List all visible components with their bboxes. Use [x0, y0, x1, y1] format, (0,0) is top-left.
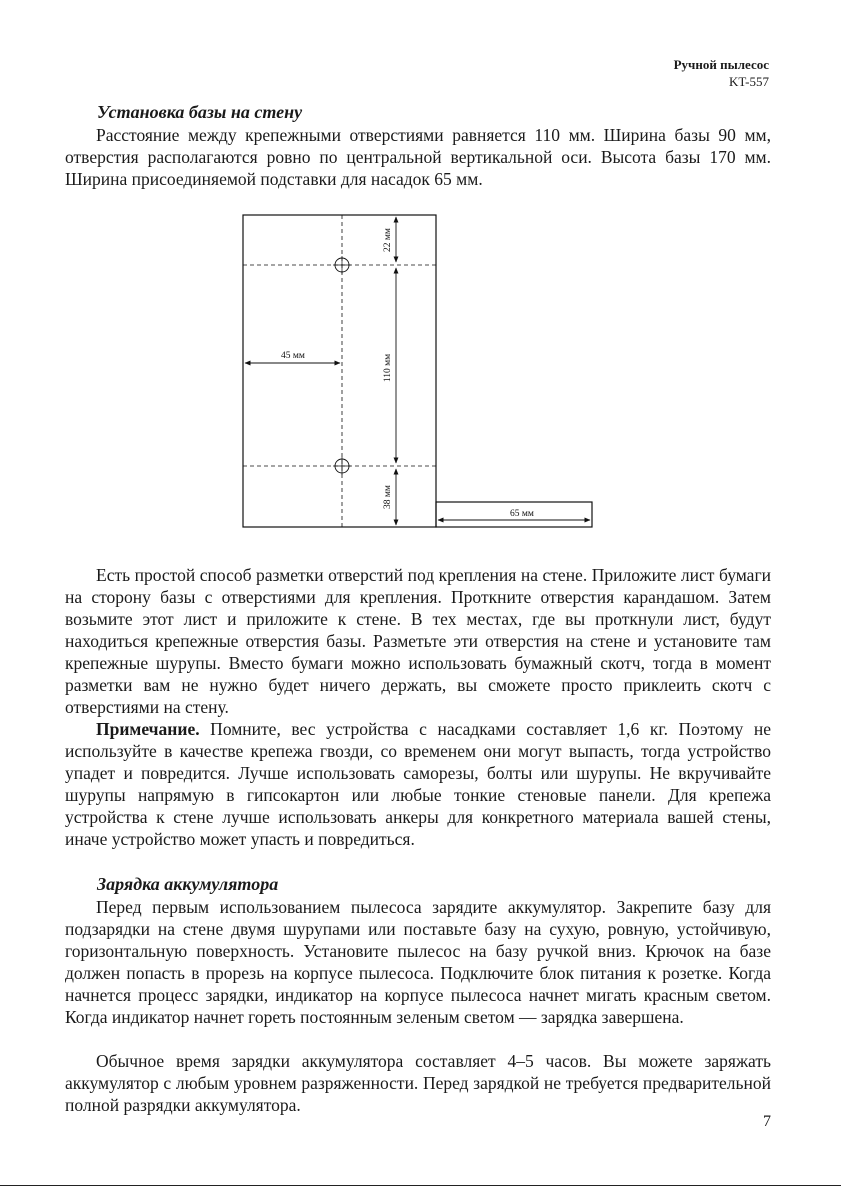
note-text: Помните, вес устройства с насадками составляет 1,6 кг. Поэтому не используйте в качестве крепежа гвозди, со временем они могут выпасть, тогда устройство упадет и повредится. Лучше использовать саморезы, болты или шурупы. Не вкручивайте шурупы напрямую в гипсокартон или любые тонкие стеновые панели. Для крепежа устройства к стене лучше использовать анкеры для конкретного материала вашей стены, иначе устройство может упасть и повредиться. [65, 719, 771, 849]
base-outline [243, 215, 436, 527]
marking-method-paragraph: Есть простой способ разметки отверстий под крепления на стене. Приложите лист бумаги на сторону базы с отверстиями для крепления. Проткните отверстия карандашом. Затем возьмите этот лист и приложите к стене. В тех местах, где вы проткнули лист, будут находиться крепежные отверстия базы. Разметьте эти отверстия на стене и установите там крепежные шурупы. Вместо бумаги можно использовать бумажный скотч, тогда в момент разметки вам не нужно будет ничего держать, вы сможете просто приклеить скотч с отверстиями на стену. [65, 565, 771, 717]
bottom-offset-label: 38 мм [383, 485, 393, 509]
charging-paragraph-2: Обычное время зарядки аккумулятора составляет 4–5 часов. Вы можете заряжать аккумулятор с любым уровнем разряженности. Перед зарядкой не требуется предварительной полной разрядки аккумулятора. [65, 1051, 771, 1115]
upper-mounting-hole [333, 256, 351, 274]
section-title-battery-charging: Зарядка аккумулятора [97, 874, 279, 894]
note-paragraph [65, 718, 771, 850]
half-width-label: 45 мм [281, 351, 305, 361]
running-header-model: KT-557 [729, 74, 769, 89]
page-number: 7 [763, 1113, 771, 1130]
stand-width-label: 65 мм [510, 509, 534, 519]
charging-paragraph-1: Перед первым использованием пылесоса зарядите аккумулятор. Закрепите базу для подзарядки на стене двумя шурупами или поставьте базу на сухую, ровную, устойчивую, горизонтальную поверхность. Установите пылесос на базу ручкой вниз. Крючок на базе должен попасть в прорезь на корпусе пылесоса. Подключите блок питания к розетке. Когда начнется процесс зарядки, индикатор на корпусе пылесоса начнет мигать красным светом. Когда индикатор начнет гореть постоянным зеленым светом — зарядка завершена. [65, 897, 771, 1027]
lower-mounting-hole [333, 457, 351, 475]
bottom-rule [0, 1185, 841, 1186]
wall-mount-intro-paragraph: Расстояние между крепежными отверстиями равняется 110 мм. Ширина базы 90 мм, отверстия располагаются ровно по центральной вертикальной оси. Высота базы 170 мм. Ширина присоединяемой подставки для насадок 65 мм. [65, 125, 771, 189]
top-offset-label: 22 мм [383, 228, 393, 252]
note-label: Примечание. [96, 719, 200, 739]
section-title-wall-mount: Установка базы на стену [97, 102, 303, 122]
running-header-title: Ручной пылесос [673, 57, 769, 72]
hole-distance-label: 110 мм [383, 353, 393, 383]
